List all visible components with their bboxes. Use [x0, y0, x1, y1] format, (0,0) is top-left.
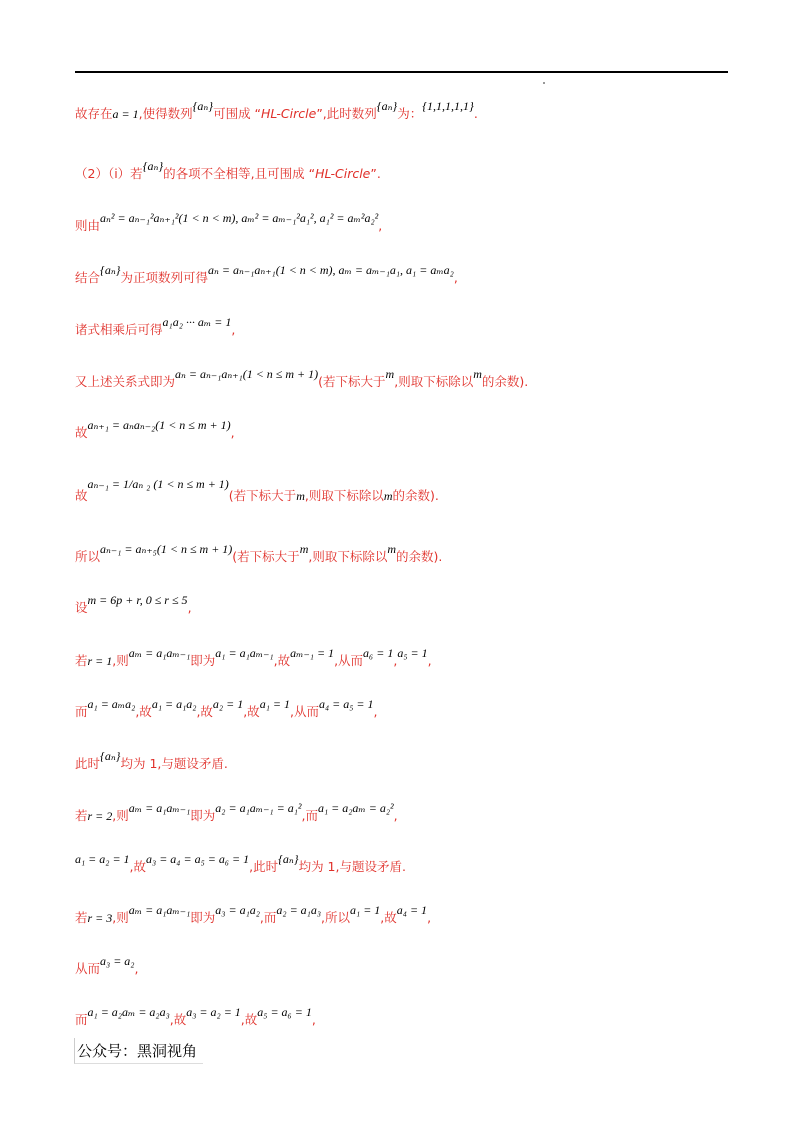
math-expression: {aₙ} [192, 99, 214, 113]
text-run: 为： [397, 106, 423, 121]
text-run: 为正项数列可得 [120, 270, 208, 285]
math-expression: {1,1,1,1,1} [422, 99, 474, 113]
text-line-l12 [75, 697, 378, 722]
text-run: 若 [75, 653, 88, 668]
text-run: , [134, 961, 139, 976]
text-run: , [378, 218, 383, 233]
text-run: 结合 [75, 270, 101, 285]
text-line-l4 [75, 263, 458, 288]
math-expression: a₆ = 1 [363, 646, 394, 660]
text-run: 则由 [75, 218, 101, 233]
text-run: 的余数). [396, 549, 443, 564]
math-expression: aₙ² = aₙ₋₁²aₙ₊₁²(1 < n < m), aₘ² = aₘ₋₁²a₁², a₁² = aₘ²a₂² [100, 211, 379, 225]
text-run: ,则取下标除以 [308, 549, 388, 564]
math-fraction: aₙ₋₁ = 1/aₙ ₂ (1 < n ≤ m + 1) [87, 477, 229, 491]
text-run: 而 [75, 704, 88, 719]
text-run: 故存在 [75, 106, 113, 121]
text-run-italic: HL-Circle [261, 106, 317, 121]
math-expression: a₁ = 1 [350, 903, 381, 917]
text-run: , [373, 704, 378, 719]
text-line-l17 [75, 954, 139, 979]
math-expression: a₃ = a₁a₂ [215, 903, 260, 917]
text-line-l15 [75, 852, 406, 877]
math-expression: aₘ = a₁aₘ₋₁ [128, 801, 191, 815]
math-expression: a₁ = 1 [259, 697, 290, 711]
text-run: ”. [370, 166, 381, 181]
text-line-l11 [75, 646, 432, 671]
text-run: （2）（i）若 [75, 166, 143, 181]
math-expression: {aₙ} [142, 159, 164, 173]
text-run: ,从而 [334, 653, 364, 668]
text-run: 设 [75, 600, 88, 615]
text-run: ,故 [129, 859, 147, 874]
text-run: 此时 [75, 756, 101, 771]
text-line-l9 [75, 542, 443, 567]
text-run: 即为 [190, 910, 216, 925]
text-run: , [231, 322, 236, 337]
math-expression: a₁ = a₂aₘ = a₂² [317, 801, 394, 815]
text-run: (若下标大于 [228, 488, 297, 503]
math-expression: r = 3 [87, 911, 113, 925]
header-dot [543, 82, 545, 84]
text-run: 又上述关系式即为 [75, 374, 176, 389]
math-expression: a₁ = a₂aₘ = a₂a₃ [87, 1005, 170, 1019]
text-line-l10 [75, 593, 192, 618]
math-expression: aₙ = aₙ₋₁aₙ₊₁(1 < n < m), aₘ = aₘ₋₁a₁, a₁ = aₘa₂ [208, 263, 454, 277]
math-expression: a₃ = a₂ = 1 [186, 1005, 241, 1019]
math-expression: a₁a₂ ··· aₘ = 1 [162, 315, 232, 329]
text-run: ,故 [169, 1012, 187, 1027]
text-run: 若 [75, 910, 88, 925]
math-expression: a₃ = a₂ [100, 954, 135, 968]
math-expression: a₅ = 1 [397, 646, 428, 660]
math-expression: a₅ = a₆ = 1 [257, 1005, 312, 1019]
text-run: ,则取下标除以 [304, 488, 384, 503]
math-expression: aₘ₋₁ = 1 [290, 646, 335, 660]
math-expression: m [473, 367, 482, 381]
math-expression: aₙ₊₁ = aₙaₙ₋₂(1 < n ≤ m + 1) [87, 418, 231, 432]
math-expression: r = 1 [87, 654, 113, 668]
math-expression: a₂ = a₁a₃ [276, 903, 322, 917]
math-expression: m [296, 489, 305, 503]
header-rule [75, 71, 728, 73]
text-run: 故 [75, 425, 88, 440]
text-run: ,故 [243, 704, 260, 719]
math-expression: aₘ = a₁aₘ₋₁ [128, 903, 191, 917]
text-run: ,故 [196, 704, 213, 719]
math-expression: a₄ = a₅ = 1 [318, 697, 374, 711]
math-expression: a₁ = a₂ = 1 [75, 852, 130, 866]
text-run: 的余数). [392, 488, 439, 503]
text-run: , [427, 653, 432, 668]
text-run: ,故 [380, 910, 397, 925]
text-run-italic: HL-Circle [315, 166, 371, 181]
text-run: 诸式相乘后可得 [75, 322, 163, 337]
text-run: 即为 [190, 653, 216, 668]
text-run: 所以 [75, 549, 101, 564]
text-line-l14 [75, 801, 398, 826]
text-line-l5 [75, 315, 236, 340]
math-expression: a = 1 [112, 107, 139, 121]
math-expression: m = 6p + r, 0 ≤ r ≤ 5 [87, 593, 188, 607]
text-run: ,所以 [321, 910, 351, 925]
text-run: , [427, 910, 432, 925]
text-run: ,此时 [249, 859, 279, 874]
text-run: 若 [75, 808, 88, 823]
math-expression: a₁ = a₁a₂ [151, 697, 197, 711]
text-run: ,则 [112, 653, 129, 668]
text-run: ,使得数列 [138, 106, 193, 121]
text-run: ,则 [112, 910, 129, 925]
math-expression: m [299, 542, 309, 556]
text-run: . [473, 106, 478, 121]
math-expression: {aₙ} [100, 749, 121, 763]
text-line-l3 [75, 211, 383, 236]
math-expression: a₂ = 1 [212, 697, 244, 711]
text-line-l2 [75, 159, 381, 184]
text-run: , [230, 425, 235, 440]
text-line-l16 [75, 903, 432, 928]
math-expression: a₁ = aₘa₂ [87, 697, 136, 711]
math-expression: m [387, 542, 397, 556]
math-expression: a₂ = a₁aₘ₋₁ = a₁² [215, 801, 302, 815]
text-run: , [311, 1012, 316, 1027]
math-expression: {aₙ} [278, 852, 299, 866]
text-run: 均为 1,与题设矛盾. [120, 756, 228, 771]
text-run: 均为 1,与题设矛盾. [298, 859, 406, 874]
text-line-l8 [75, 477, 439, 506]
math-expression: a₃ = a₄ = a₅ = a₆ = 1 [146, 852, 250, 866]
text-run: ,故 [240, 1012, 258, 1027]
math-expression: aₘ = a₁aₘ₋₁ [128, 646, 191, 660]
text-line-l7 [75, 418, 235, 443]
math-expression: {aₙ} [376, 99, 398, 113]
math-expression: {aₙ} [100, 263, 121, 277]
text-line-l6 [75, 367, 529, 392]
text-run: (若下标大于 [318, 374, 386, 389]
text-run: 从而 [75, 961, 101, 976]
text-run: , [393, 653, 398, 668]
text-line-l13 [75, 749, 228, 774]
text-run: ,而 [301, 808, 318, 823]
text-line-l1 [75, 99, 478, 124]
text-run: ”,此时数列 [316, 106, 377, 121]
text-run: (若下标大于 [232, 549, 300, 564]
text-run: ,则取下标除以 [394, 374, 474, 389]
text-run: ,故 [135, 704, 152, 719]
text-line-l18 [75, 1005, 316, 1030]
text-run: 的各项不全相等,且可围成 “ [163, 166, 316, 181]
math-expression: aₙ = aₙ₋₁aₙ₊₁(1 < n ≤ m + 1) [175, 367, 319, 381]
math-expression: a₄ = 1 [396, 903, 428, 917]
text-run: 故 [75, 488, 88, 503]
text-run: , [453, 270, 458, 285]
text-run: , [187, 600, 192, 615]
math-expression: m [383, 489, 393, 503]
text-run: , [393, 808, 398, 823]
math-expression: r = 2 [87, 809, 113, 823]
text-run: 可围成 “ [213, 106, 262, 121]
math-expression: a₁ = a₁aₘ₋₁ [215, 646, 274, 660]
watermark: 公众号：黑洞视角 [74, 1038, 203, 1064]
text-run: 即为 [190, 808, 216, 823]
math-expression: m [385, 367, 395, 381]
text-run: ,则 [112, 808, 129, 823]
math-expression: aₙ₋₁ = aₙ₊₅(1 < n ≤ m + 1) [100, 542, 233, 556]
text-run: ,而 [259, 910, 277, 925]
text-run: 的余数). [481, 374, 529, 389]
text-run: ,故 [273, 653, 291, 668]
text-run: ,从而 [289, 704, 319, 719]
text-run: 而 [75, 1012, 88, 1027]
